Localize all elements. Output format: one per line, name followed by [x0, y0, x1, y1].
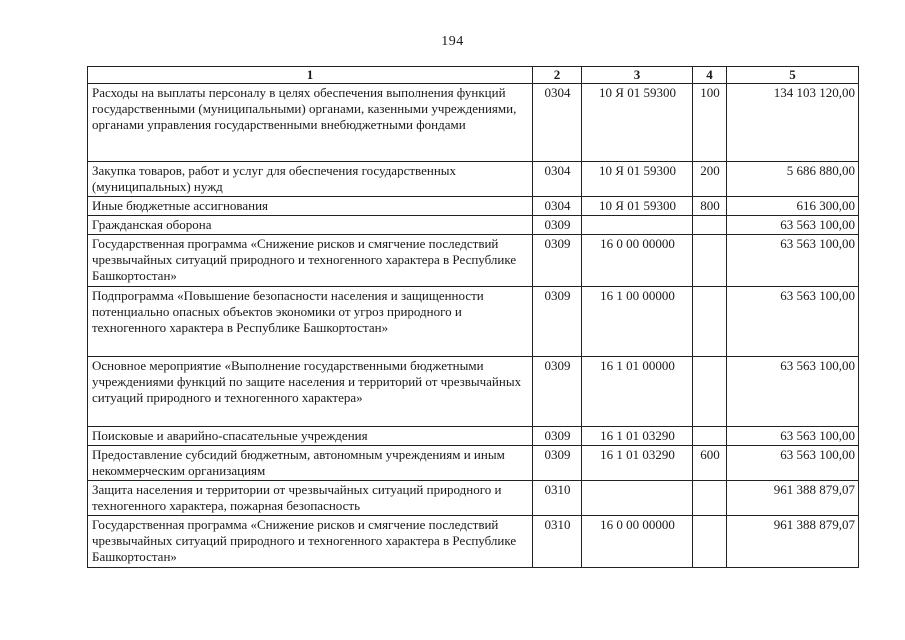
row-target-code: 16 1 01 03290 — [582, 427, 693, 446]
row-expense-type — [693, 427, 727, 446]
row-name: Гражданская оборона — [88, 216, 533, 235]
col-header-3: 3 — [582, 67, 693, 84]
table-row — [88, 84, 859, 162]
row-expense-type — [693, 216, 727, 235]
row-name: Государственная программа «Снижение рисков и смягчение последствий чрезвычайных ситуаций природного и техногенного характера в Республике Башкортостан» — [88, 516, 533, 568]
row-name: Расходы на выплаты персоналу в целях обеспечения выполнения функций государственными (муниципальными) органами, казенными учреждениями, органами управления государственными внебюджетными фондами — [88, 84, 533, 162]
row-target-code — [582, 481, 693, 516]
row-name: Защита населения и территории от чрезвычайных ситуаций природного и техногенного характера, пожарная безопасность — [88, 481, 533, 516]
header-row — [88, 67, 859, 84]
row-amount: 63 563 100,00 — [727, 357, 859, 427]
row-expense-type: 800 — [693, 197, 727, 216]
row-target-code: 10 Я 01 59300 — [582, 197, 693, 216]
row-expense-type — [693, 516, 727, 568]
row-amount: 134 103 120,00 — [727, 84, 859, 162]
row-amount: 63 563 100,00 — [727, 427, 859, 446]
table-row — [88, 357, 859, 427]
col-header-4: 4 — [693, 67, 727, 84]
row-section-code: 0304 — [533, 84, 582, 162]
row-amount: 961 388 879,07 — [727, 516, 859, 568]
col-header-5: 5 — [727, 67, 859, 84]
row-section-code: 0304 — [533, 197, 582, 216]
table-row — [88, 446, 859, 481]
col-header-1: 1 — [88, 67, 533, 84]
table-row — [88, 162, 859, 197]
row-target-code: 10 Я 01 59300 — [582, 84, 693, 162]
row-section-code: 0310 — [533, 481, 582, 516]
row-expense-type — [693, 287, 727, 357]
row-section-code: 0309 — [533, 427, 582, 446]
row-amount: 5 686 880,00 — [727, 162, 859, 197]
row-section-code: 0304 — [533, 162, 582, 197]
row-name: Подпрограмма «Повышение безопасности населения и защищенности потенциально опасных объектов экономики от угроз природного и техногенного характера в Республике Башкортостан» — [88, 287, 533, 357]
row-expense-type — [693, 235, 727, 287]
row-section-code: 0310 — [533, 516, 582, 568]
row-expense-type — [693, 357, 727, 427]
row-target-code: 16 1 01 00000 — [582, 357, 693, 427]
row-amount: 616 300,00 — [727, 197, 859, 216]
page-number: 194 — [441, 34, 464, 49]
row-section-code: 0309 — [533, 235, 582, 287]
row-name: Поисковые и аварийно-спасательные учреждения — [88, 427, 533, 446]
budget-table — [87, 66, 859, 568]
row-amount: 63 563 100,00 — [727, 446, 859, 481]
row-section-code: 0309 — [533, 446, 582, 481]
row-name: Основное мероприятие «Выполнение государственными бюджетными учреждениями функций по защите населения и территорий от чрезвычайных ситуаций природного и техногенного характера» — [88, 357, 533, 427]
row-amount: 63 563 100,00 — [727, 216, 859, 235]
row-section-code: 0309 — [533, 216, 582, 235]
row-expense-type: 100 — [693, 84, 727, 162]
table-row — [88, 427, 859, 446]
row-target-code: 16 0 00 00000 — [582, 235, 693, 287]
row-name: Предоставление субсидий бюджетным, автономным учреждениям и иным некоммерческим организациям — [88, 446, 533, 481]
row-target-code: 16 0 00 00000 — [582, 516, 693, 568]
row-section-code: 0309 — [533, 357, 582, 427]
table-row — [88, 516, 859, 568]
row-target-code — [582, 216, 693, 235]
table-row — [88, 235, 859, 287]
row-expense-type: 600 — [693, 446, 727, 481]
row-section-code: 0309 — [533, 287, 582, 357]
row-target-code: 16 1 00 00000 — [582, 287, 693, 357]
row-amount: 961 388 879,07 — [727, 481, 859, 516]
row-target-code: 16 1 01 03290 — [582, 446, 693, 481]
table-row — [88, 216, 859, 235]
table-row — [88, 481, 859, 516]
row-expense-type — [693, 481, 727, 516]
row-amount: 63 563 100,00 — [727, 287, 859, 357]
row-name: Государственная программа «Снижение рисков и смягчение последствий чрезвычайных ситуаций природного и техногенного характера в Республике Башкортостан» — [88, 235, 533, 287]
row-amount: 63 563 100,00 — [727, 235, 859, 287]
row-target-code: 10 Я 01 59300 — [582, 162, 693, 197]
row-name: Иные бюджетные ассигнования — [88, 197, 533, 216]
col-header-2: 2 — [533, 67, 582, 84]
table-row — [88, 287, 859, 357]
row-expense-type: 200 — [693, 162, 727, 197]
row-name: Закупка товаров, работ и услуг для обеспечения государственных (муниципальных) нужд — [88, 162, 533, 197]
table-row — [88, 197, 859, 216]
